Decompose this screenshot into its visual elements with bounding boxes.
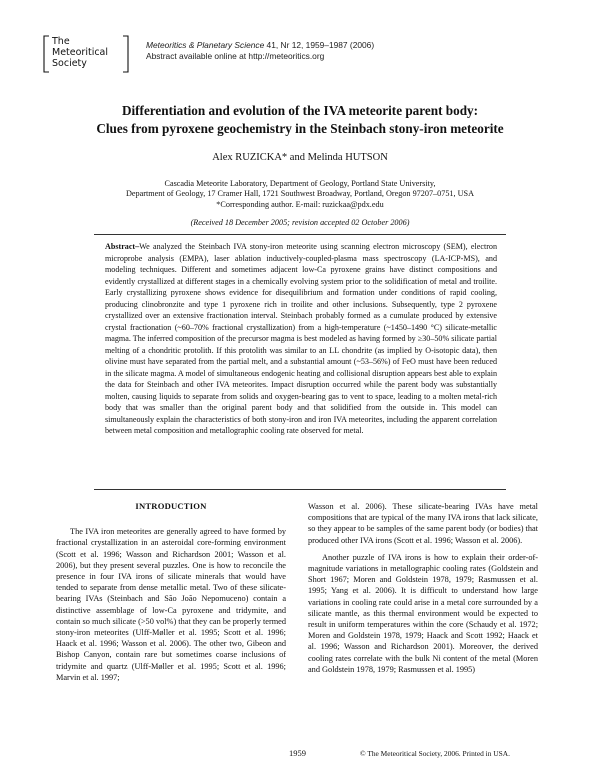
title-line-2: Clues from pyroxene geochemistry in the Steinbach stony-iron meteorite <box>96 121 504 136</box>
affiliation <box>40 179 560 210</box>
journal-citation: 41, Nr 12, 1959–1987 (2006) <box>264 40 375 50</box>
affiliation-line-1: Cascadia Meteorite Laboratory, Department of Geology, Portland State University, <box>164 179 436 188</box>
left-column <box>56 501 286 683</box>
abstract-top-rule <box>94 234 506 235</box>
journal-header <box>146 40 374 62</box>
meteoritical-society-logo <box>42 34 130 74</box>
intro-paragraph-1-continued: Wasson et al. 2006). These silicate-bearing IVAs have metal compositions that are typical of the many IVA irons that lack silicate, so they appear to be samples of the same parent body (or bodies) that produced other IVA irons (Scott et al. 1996; Wasson et al. 2006). <box>308 502 538 545</box>
abstract <box>105 241 497 437</box>
journal-citation-line <box>146 40 374 51</box>
intro-paragraph-1: The IVA iron meteorites are generally agreed to have formed by fractional crystallization in an asteroidal core-forming environment (Scott et al. 1996; Wasson and Richardson 2001; Wasson et al. 2006), but they present several puzzles. One is how to reconcile the presence in four IVA irons of silicate minerals that would have tended to separate from dense metallic metal. Two of these silicate-bearing IVAs (Steinbach and São João Nepomuceno) contain a distinctive assemblage of low-Ca pyroxene and tridymite, and contain so much silicate (>50 vol%) that they can be properly termed stony-iron meteorites (Ulff-Møller et al. 1995; Scott et al. 1996; Haack et al. 1996; Wasson et al. 2006). The other two, Gibeon and Bishop Canyon, contain rare but sometimes coarse inclusions of tridymite and quartz (Ulff-Møller et al. 1995; Scott et al. 1996; Marvin et al. 1997; <box>56 527 286 682</box>
abstract-text: We analyzed the Steinbach IVA stony-iron meteorite using scanning electron microscopy (SEM), electron microprobe analysis (EMPA), laser ablation inductively-coupled-plasma mass spectroscopy (LA-ICP-MS), and modeling techniques. Different and sometimes adjacent low-Ca pyroxene grains have distinct compositions and evidently crystallized at different stages in a chemically evolving system prior to the solidification of metal and troilite. Early crystallizing pyroxene shows evidence for disequilibrium and formation under conditions of rapid cooling, producing clinobronzite and type 1 pyroxene rich in troilite and other inclusions. Subsequently, type 2 pyroxene crystallized over an extensive fractionation interval. Steinbach probably formed as a cumulate produced by extensive crystal fractionation (~60–70% fractional crystallization) from a high-temperature (~1450–1490 °C) silicate-metallic magma. The inferred composition of the precursor magma is best modeled as having formed by ≥30–50% silicate partial melting of a chondritic protolith. If this protolith was similar to an LL chondrite (as implied by O-isotopic data), then olivine must have separated from the partial melt, and a substantial amount (~53–56%) of FeO must have been reduced in the silicate magma. A model of simultaneous endogenic heating and collisional disruption appears best able to explain the data for Steinbach and other IVA meteorites. Impact disruption occurred while the parent body was substantially molten, causing liquids to separate from solids and oxygen-bearing gas to vent to space, leading to a molten metal-rich body that was smaller than the original parent body and that solidified from the outside in. This model can simultaneously explain the characteristics of both stony-iron and iron IVA meteorites, including the apparent correlation between metal composition and metallographic cooling rate observed for metal. <box>105 242 497 435</box>
page-number: 1959 <box>289 748 306 758</box>
section-heading: INTRODUCTION <box>135 501 207 511</box>
abstract-bottom-rule <box>94 489 506 490</box>
abstract-label: Abstract– <box>105 242 140 251</box>
article-title <box>40 102 560 138</box>
journal-name: Meteoritics & Planetary Science <box>146 40 265 50</box>
logo-line-2: Meteoritical <box>52 47 109 58</box>
right-column <box>308 501 538 675</box>
received-dates: (Received 18 December 2005; revision accepted 02 October 2006) <box>190 218 410 227</box>
journal-availability: Abstract available online at http://meteoritics.org <box>146 51 325 61</box>
authors: Alex RUZICKA* and Melinda HUTSON <box>212 152 388 163</box>
logo-line-1: The <box>52 36 70 47</box>
copyright-notice: © The Meteoritical Society, 2006. Printed in USA. <box>360 749 510 758</box>
logo-line-3: Society <box>52 58 87 69</box>
corresponding-author: *Corresponding author. E-mail: ruzickaa@pdx.edu <box>216 199 384 209</box>
title-line-1: Differentiation and evolution of the IVA meteorite parent body: <box>121 103 479 118</box>
intro-paragraph-2: Another puzzle of IVA irons is how to explain their order-of-magnitude variations in metallographic cooling rates (Goldstein and Short 1967; Moren and Goldstein 1978, 1979; Rasmussen et al. 1995; Yang et al. 2006). It is difficult to understand how large variations in cooling rate could arise in a metal core surrounded by a silicate mantle, as this thermal environment would be expected to result in uniform temperatures within the core (Schaudy et al. 1972; Moren and Goldstein 1978, 1979; Haack and Scott 1992; Haack et al. 1996; Wasson and Richardson 2001). Moreover, the derived cooling rates correlate with the bulk Ni content of the metal (Moren and Goldstein 1978, 1979; Rasmussen et al. 1995) <box>308 552 538 674</box>
affiliation-line-2: Department of Geology, 17 Cramer Hall, 1721 Southwest Broadway, Portland, Oregon 97207–0751, USA <box>126 189 474 199</box>
logo-wordmark <box>52 36 130 69</box>
